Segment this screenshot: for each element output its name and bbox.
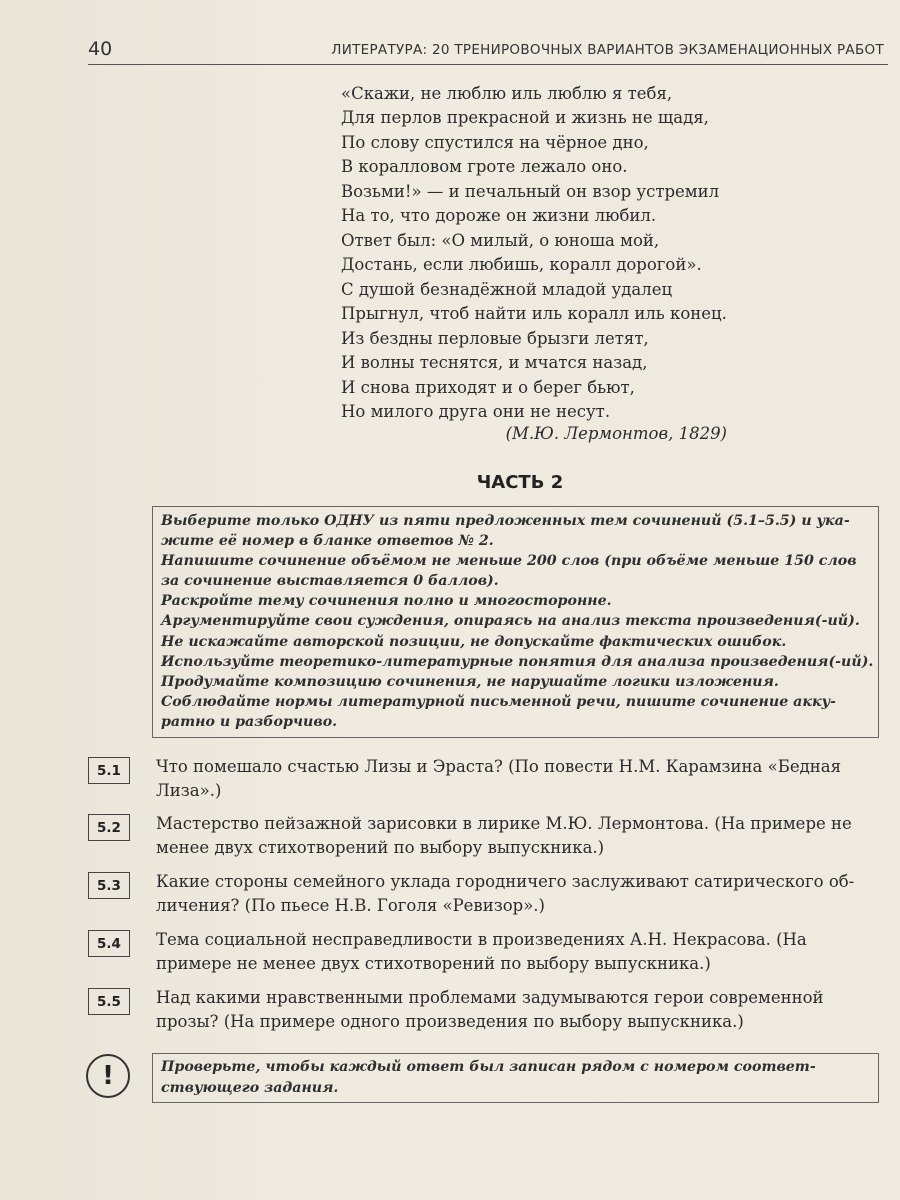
poem-line: По слову спустился на чёрное дно, bbox=[341, 133, 649, 152]
topic-line: менее двух стихотворений по выбору выпускника.) bbox=[156, 838, 605, 857]
instruction-line: жите её номер в бланке ответов № 2. bbox=[161, 533, 494, 550]
exclamation-icon: ! bbox=[86, 1054, 130, 1098]
poem-line: Достань, если любишь, коралл дорогой». bbox=[341, 255, 702, 274]
poem-line: С душой безнадёжной младой удалец bbox=[341, 280, 673, 299]
check-reminder-box bbox=[152, 1053, 879, 1103]
instruction-line: Используйте теоретико-литературные понятия для анализа произведения(-ий). bbox=[161, 653, 874, 670]
poem-stanza bbox=[341, 229, 811, 277]
topic-line: прозы? (На примере одного произведения по выбору выпускника.) bbox=[156, 1012, 744, 1031]
instruction-line: Раскройте тему сочинения полно и многосторонне. bbox=[161, 593, 612, 610]
instruction-line: ратно и разборчиво. bbox=[161, 713, 338, 730]
poem-line: Для перлов прекрасной и жизнь не щадя, bbox=[341, 108, 709, 127]
poem-line: Прыгнул, чтоб найти иль коралл иль конец. bbox=[341, 304, 727, 323]
poem-stanza bbox=[341, 131, 811, 179]
poem-line: Из бездны перловые брызги летят, bbox=[341, 329, 649, 348]
running-title: ЛИТЕРАТУРА: 20 ТРЕНИРОВОЧНЫХ ВАРИАНТОВ ЭКЗАМЕНАЦИОННЫХ РАБОТ bbox=[331, 42, 884, 58]
topic-number: 5.5 bbox=[88, 988, 130, 1015]
poem-line: И волны теснятся, и мчатся назад, bbox=[341, 353, 648, 372]
instruction-line: Выберите только ОДНУ из пяти предложенных тем сочинений (5.1–5.5) и ука- bbox=[161, 513, 850, 529]
poem-line: Ответ был: «О милый, о юноша мой, bbox=[341, 231, 660, 250]
topic-number: 5.3 bbox=[88, 872, 130, 899]
poem-stanza bbox=[341, 327, 811, 375]
instruction-line: Напишите сочинение объёмом не меньше 200 слов (при объёме меньше 150 слов bbox=[161, 553, 857, 570]
instruction-line: Аргументируйте свои суждения, опираясь на анализ текста произведения(-ий). bbox=[161, 613, 860, 630]
poem-line: На то, что дороже он жизни любил. bbox=[341, 206, 657, 225]
topic-text bbox=[156, 812, 888, 860]
poem-attribution: (М.Ю. Лермонтов, 1829) bbox=[505, 424, 727, 443]
poem-line: «Скажи, не люблю иль люблю я тебя, bbox=[341, 84, 673, 103]
poem-stanza bbox=[341, 376, 811, 424]
part-title: ЧАСТЬ 2 bbox=[476, 472, 564, 493]
topic-line: личения? (По пьесе Н.В. Гоголя «Ревизор».) bbox=[156, 896, 545, 915]
instruction-line: Соблюдайте нормы литературной письменной речи, пишите сочинение акку- bbox=[161, 693, 836, 710]
topic-number: 5.1 bbox=[88, 757, 130, 784]
topic-text bbox=[156, 986, 888, 1034]
topic-text bbox=[156, 870, 888, 918]
reminder-line: ствующего задания. bbox=[161, 1079, 339, 1096]
topic-line: примере не менее двух стихотворений по выбору выпускника.) bbox=[156, 954, 711, 973]
topic-text bbox=[156, 755, 888, 803]
reminder-line: Проверьте, чтобы каждый ответ был записан рядом с номером соответ- bbox=[161, 1059, 816, 1075]
topic-line: Над какими нравственными проблемами задумываются герои современной bbox=[156, 988, 824, 1007]
poem-line: И снова приходят и о берег бьют, bbox=[341, 378, 635, 397]
poem bbox=[341, 82, 811, 446]
poem-line: В коралловом гроте лежало оно. bbox=[341, 157, 628, 176]
instruction-line: за сочинение выставляется 0 баллов). bbox=[161, 573, 499, 590]
topic-line: Тема социальной несправедливости в произведениях А.Н. Некрасова. (На bbox=[156, 930, 807, 949]
topic-text bbox=[156, 928, 888, 976]
topic-number: 5.2 bbox=[88, 814, 130, 841]
instruction-line: Продумайте композицию сочинения, не нарушайте логики изложения. bbox=[161, 673, 779, 690]
poem-line: Но милого друга они не несут. bbox=[341, 402, 611, 421]
topic-line: Лиза».) bbox=[156, 781, 222, 800]
poem-stanza bbox=[341, 180, 811, 228]
topic-line: Мастерство пейзажной зарисовки в лирике М.Ю. Лермонтова. (На примере не bbox=[156, 814, 852, 833]
instructions-box bbox=[152, 506, 879, 738]
poem-stanza bbox=[341, 278, 811, 326]
topic-line: Какие стороны семейного уклада городничего заслуживают сатирического об- bbox=[156, 872, 855, 891]
poem-stanza bbox=[341, 82, 811, 130]
topic-number: 5.4 bbox=[88, 930, 130, 957]
topic-line: Что помешало счастью Лизы и Эраста? (По повести Н.М. Карамзина «Бедная bbox=[156, 757, 842, 776]
instruction-line: Не искажайте авторской позиции, не допускайте фактических ошибок. bbox=[161, 633, 787, 650]
page-number: 40 bbox=[88, 38, 113, 60]
page-header bbox=[88, 34, 888, 65]
poem-line: Возьми!» — и печальный он взор устремил bbox=[341, 182, 720, 201]
